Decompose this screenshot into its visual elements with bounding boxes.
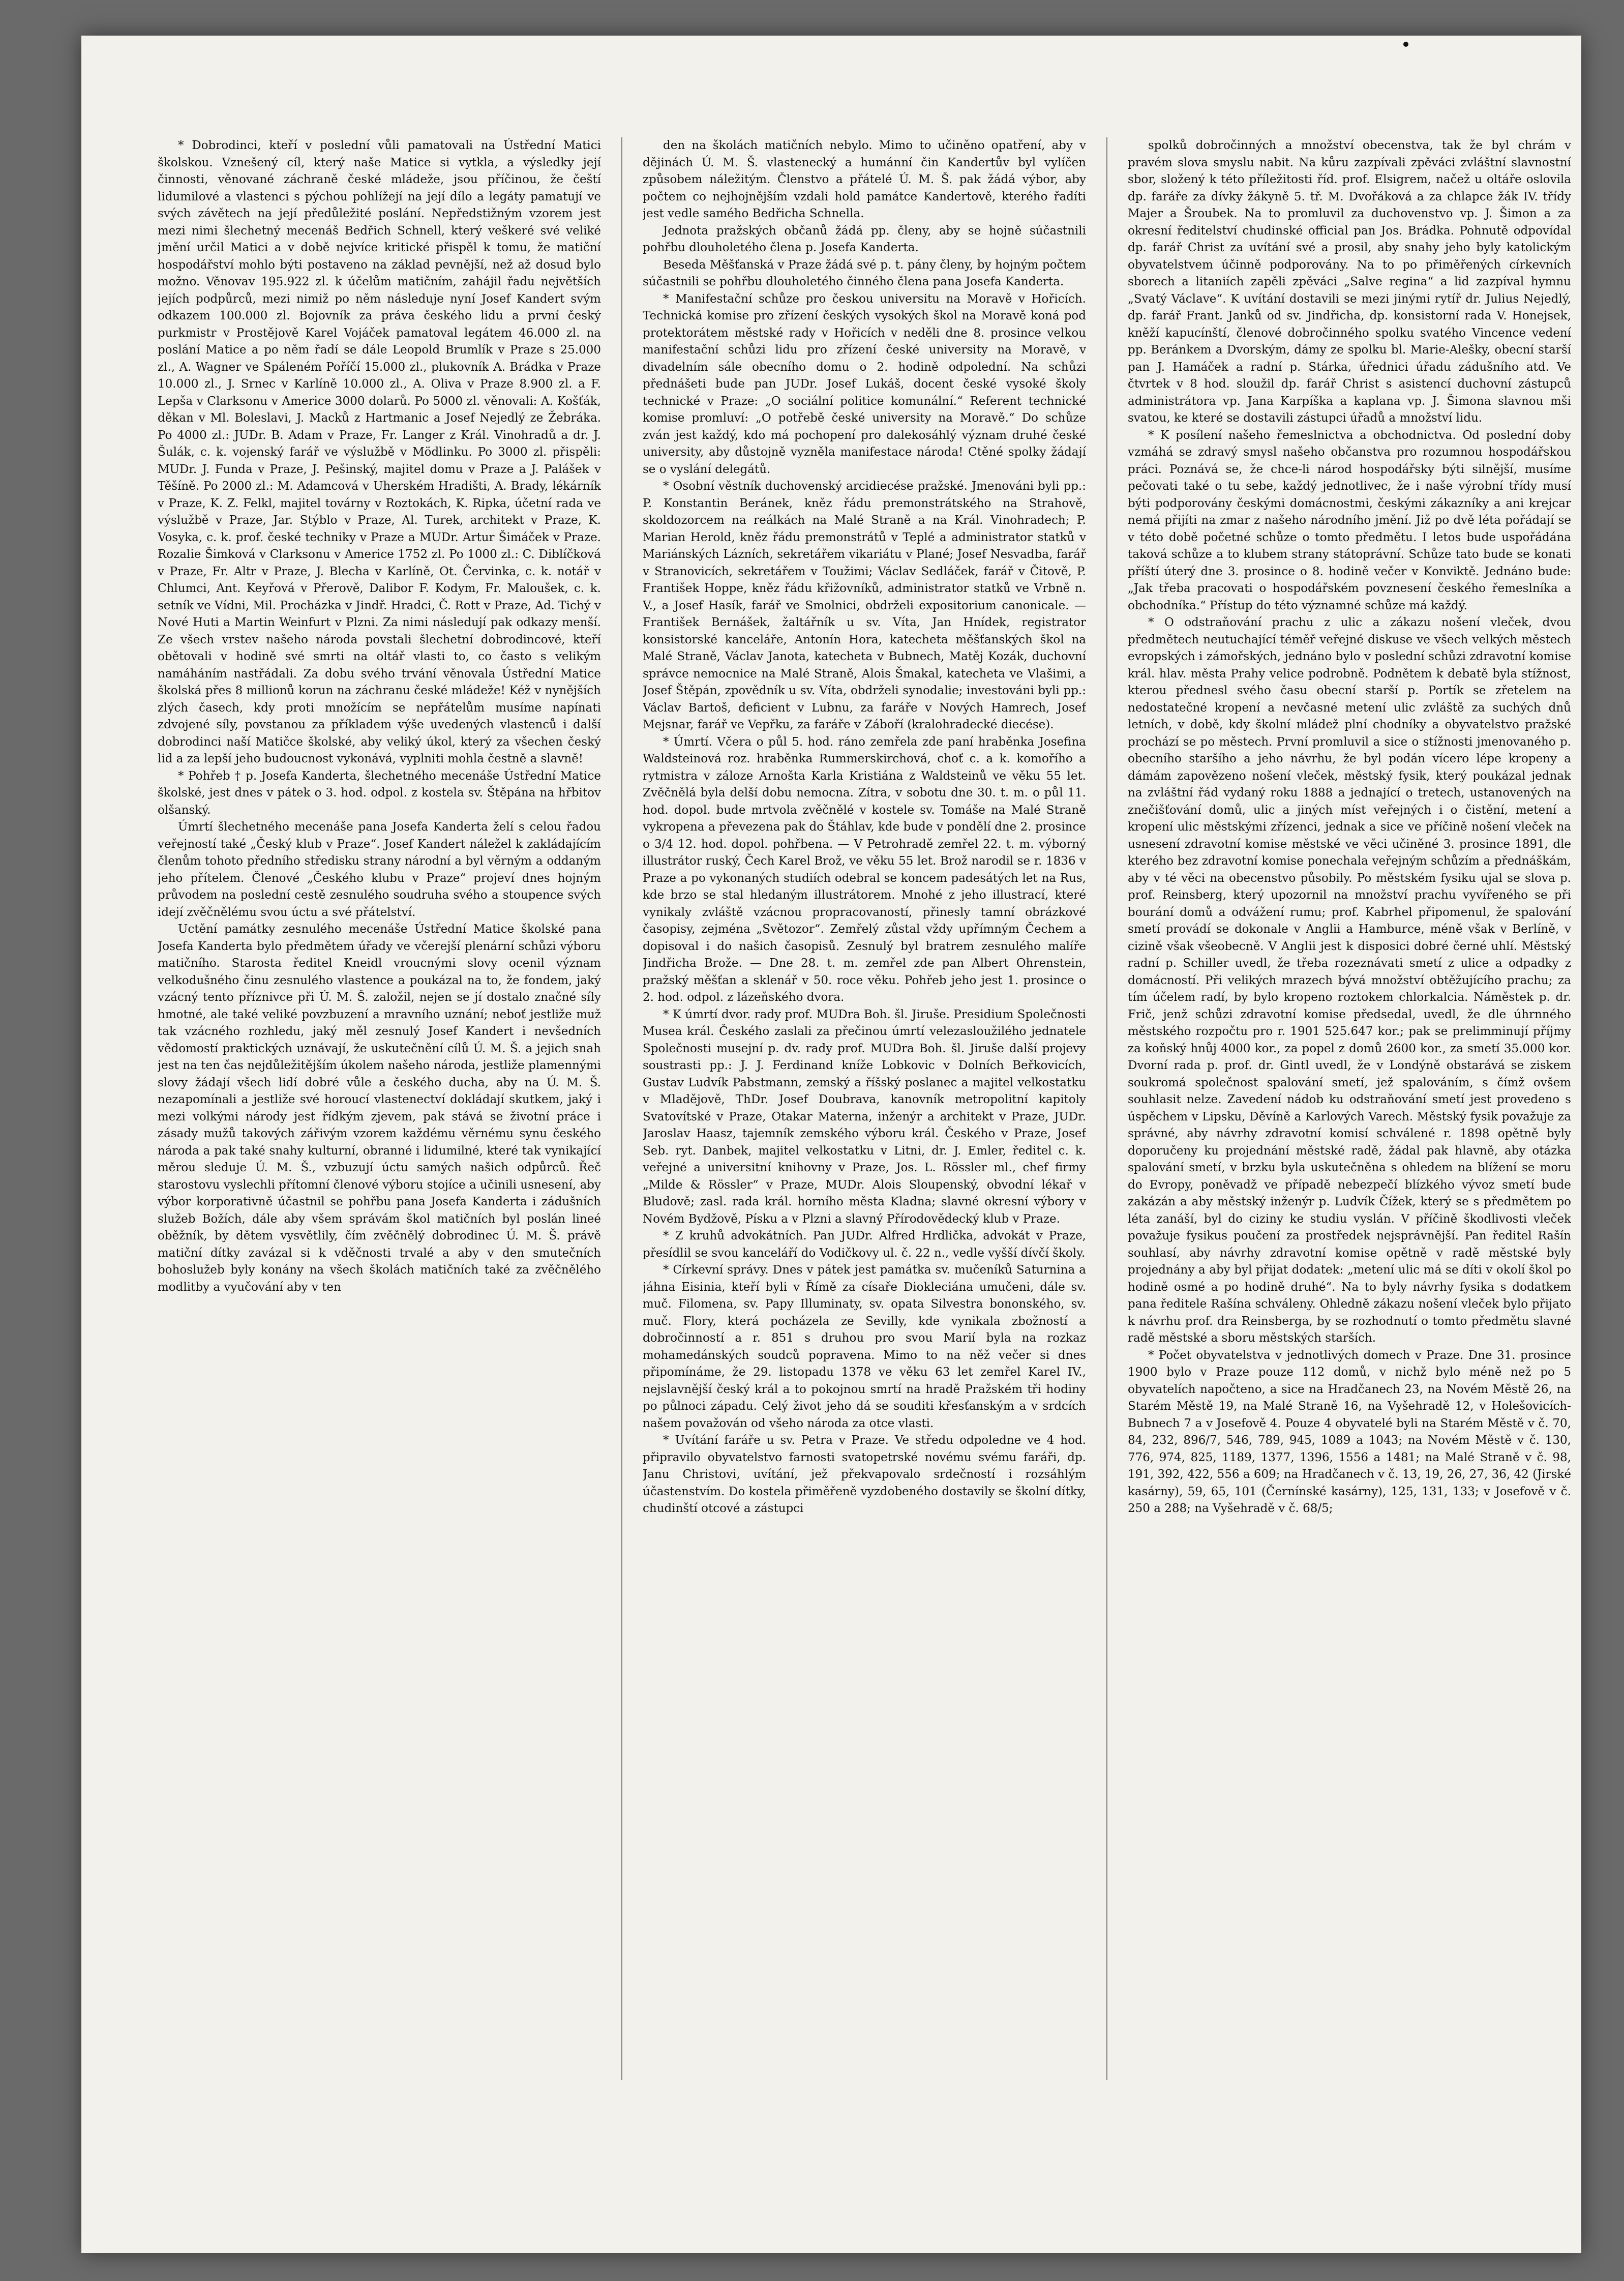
article-paragraph: * O odstraňování prachu z ulic a zákazu nošení vleček, dvou předmětech neutuchající téměř veřejné diskuse ve všech velkých městech evropských i zámořských, jednáno bylo v poslední schůzi zdravotní komise král. hlav. města Prahy velice podrobně. Podnětem k debatě byla stížnost, kterou přednesl svého času obecní starší p. Portík se zřetelem na nedostatečné kropení a nevčasné metení ulic zvláště za suchých dnů letních, v době, kdy školní mládež plní chodníky a obyvatelstvo pražské prochází se po městech. První promluvil a sice o stížnosti jmenovaného p. obecního staršího a jeho návrhu, že byl podán vícero lépe kropeny a dámám zapovězeno nošení vleček, městský fysik, který poukázal jednak na zvláštní řád vydaný roku 1888 a jednající o tretech, ustanovených na znečišťování domů, ulic a jiných míst veřejných i o čistění, metení a kropení ulic městskými zřízenci, jednak a sice ve příčině nošení vleček na usnesení zdravotní komise městské ve věci učiněné 3. prosince 1891, dle kterého bez zdravotní komise ponechala veřejným schůzím a přednáškám, aby v té věci na obecenstvo působily. Po městském fysiku ujal se slova p. prof. Reinsberg, který upozornil na množství prachu vyvířeného se při bourání domů a odvážení rumu; prof. Kabrhel připomenul, že spalování smetí provádí se dokonale v Anglii a Hamburce, méně však v Berlíně, v cizině však všeobecně. V Anglii jest k disposici dobré černé uhlí. Městský radní p. Schiller uvedl, že třeba rozeznávati smetí z ulice a odpadky z domácností. Při velikých mrazech bývá množství obtěžujícího prachu; za tím účelem radí, by bylo kropeno roztokem chlorkalcia. Náměstek p. dr. Frič, jenž schůzi zdravotní komise předsedal, uvedl, že dle úhrnného městského rozpočtu pro r. 1901 525.647 kor.; pak se prelimminují příjmy za koňský hnůj 4000 kor., za popel z domů 2600 kor., za smetí 35.000 kor. Dvorní rada p. prof. dr. Gintl uvedl, že v Londýně obstarává se ziskem soukromá společnost spalování smetí, jež spalováním, s čímž ovšem souhlasit nelze. Zavedení nádob ku odstraňování smetí jest provedeno s úspěchem v Lipsku, Děvíně a Karlových Varech. Městský fysik považuje za správné, aby návrhy zdravotní komisí schválené r. 1898 opětně byly doporučeny ku projednání městské radě, žádal pak hlavně, aby otázka spalování smetí, v brzku byla uskutečněna s ohledem na blížení se moru do Evropy, poněvadž ve případě nebezpečí blízkého vývoz smetí bude zakázán a aby městský inženýr p. Ludvík Čížek, který se s předmětem po léta zanáší, byl do ciziny ke studiu vyslán. V příčině škodlivosti vleček považuje fysikus poučení za prostředek nejsprávnější. Pan ředitel Rašín souhlasí, aby návrhy zdravotní komise opětně v radě městské byly projednány a aby byl přijat dodatek: „metení ulic má se díti v okolí škol po hodině osmé a po hodině druhé“. Na to byly návrhy fysika s dodatkem pana ředitele Rašína schváleny. Ohledně zákazu nošení vleček bylo přijato k návrhu prof. dra Reinsberga, by se rozhodnutí o tomto předmětu slavné radě městské a sboru městských starších. — [1128, 616, 1571, 1345]
article-paragraph: Úmrtí šlechetného mecenáše pana Josefa Kanderta želí s celou řadou veřejností také „Český klub v Praze“. Josef Kandert náležel k zakládajícím členům tohoto předního středisku strany národní a byl věrným a oddaným jeho přítelem. Členové „Českého klubu v Praze“ projeví dnes hojným průvodem na poslední cestě zesnulého soudruha svého a stoupence svých idejí zvěčnělému svou úctu a své přátelství. — [158, 820, 601, 919]
text-columns — [158, 137, 1571, 2080]
article-paragraph: * Dobrodinci, kteří v poslední vůli pamatovali na Ústřední Matici školskou. Vznešený cíl, který naše Matice si vytkla, a výsledky její činnosti, věnované záchraně české mládeže, jsou příčinou, že čeští lidumilové a vlastenci s pýchou pohlížejí na její dílo a legáty pamatují ve svých závětech na její předůležité poslání. Nepředstižným vzorem jest mezi nimi šlechetný mecenáš Bedřich Schnell, který veškeré své veliké jmění určil Matici a v době nejvíce kritické přispěl k tomu, že matiční hospodářství mohlo býti postaveno na základ pevnější, než až dosud bylo možno. Věnovav 195.922 zl. k účelům matičním, zahájil řadu největších jejích podpůrců, mezi nimiž po něm následuje nyní Josef Kandert svým odkazem 100.000 zl. Bojovník za práva českého lidu a první český purkmistr v Prostějově Karel Vojáček pamatoval legátem 46.000 zl. na poslání Matice a po něm řadí se dále Leopold Brumlík v Praze s 25.000 zl., A. Wagner ve Spáleném Poříčí 15.000 zl., plukovník A. Brádka v Praze 10.000 zl., J. Srnec v Karlíně 10.000 zl., A. Oliva v Praze 8.900 zl. a F. Lepša v Clarksonu v Americe 3000 dolarů. Po 5000 zl. věnovali: A. Košťák, děkan v Ml. Boleslavi, J. Macků z Hartmanic a Josef Nejedlý ze Žebráka. Po 4000 zl.: JUDr. B. Adam v Praze, Fr. Langer z Král. Vinohradů a dr. J. Šulák, c. k. vojenský farář ve výslužbě v Mödlinku. Po 3000 zl. přispěli: MUDr. J. Funda v Praze, J. Pešinský, majitel domu v Praze a J. Palášek v Těšíně. Po 2000 zl.: M. Adamcová v Uherském Hradišti, A. Brady, lékárník v Praze, K. Z. Felkl, majitel továrny v Roztokách, K. Ripka, účetní rada ve výslužbě v Praze, Jar. Stýblo v Praze, Al. Turek, architekt v Praze, K. Vosyka, c. k. prof. české techniky v Praze a MUDr. Artur Šimáček v Praze. Rozalie Šimková v Clarksonu v Americe 1752 zl. Po 1000 zl.: C. Diblíčková v Praze, Fr. Altr v Praze, J. Blecha v Karlíně, Ot. Červinka, c. k. notář v Chlumci, Ant. Keyřová v Přerově, Dalibor F. Kodym, Fr. Maloušek, c. k. setník ve Vídni, Mil. Procházka v Jindř. Hradci, Č. Rott v Praze, Ad. Tichý v Nové Huti a Martin Weinfurt v Plzni. Za nimi následují pak odkazy menší. Ze všech vrstev našeho národa povstali šlechetní dobrodincové, kteří obětovali v hodině své smrti na oltář vlasti to, co často s velikým namáháním nastřádali. Za dobu svého trvání věnovala Ústřední Matice školská přes 8 millionů korun na záchranu české mládeže! Kéž v nynějších zlých časech, kdy proti množícím se nepřátelům musíme napínati zdvojené síly, povstanou za příkladem výše uvedených vlastenců i další dobrodinci naší Matičce školské, aby veliký úkol, který za všechen český lid a za lepší jeho budoucnost vykonává, vyplniti mohla čestně a slavně! — [158, 139, 601, 765]
article-paragraph: Jednota pražských občanů žádá pp. členy, aby se hojně súčastnili pohřbu dlouholetého člena p. Josefa Kanderta. — [643, 224, 1086, 254]
article-paragraph: spolků dobročinných a množství obecenstva, tak že byl chrám v pravém slova smyslu nabit. Na kůru zazpívali zpěváci zvláštní slavnostní sbor, složený k této příležitosti říd. prof. Elsigrem, načež u oltáře oslovila dp. faráře za dívky žákyně 5. tř. M. Dvořáková a za chlapce žák IV. třídy Majer a Šroubek. Na to promluvil za duchovenstvo vp. J. Šimon a za okresní ředitelství chudinské official pan Jos. Brádka. Pohnutě odpovídal dp. farář Christ za uvítání své a prosil, aby snahy jeho byly katolickým obyvatelstvem účinně podporovány. Na to po přiměřených církevních sborech a litaniích zapěli zpěváci „Salve regina“ a lid zazpíval hymnu „Svatý Václave“. K uvítání dostavili se mezi jinými rytíř dr. Julius Nejedlý, dp. farář Frant. Janků od sv. Jindřicha, dp. konsistorní rada V. Honejsek, kněží kapucínští, členové dobročinného spolku svatého Vincence vedení pp. Beránkem a Dvorským, dámy ze spolku bl. Marie-Alešky, obecní starší pan J. Hamáček a radní p. Stárka, úřednici úřadu zádušního atd. Ve čtvrtek v 8 hod. sloužil dp. farář Christ s asistencí duchovní zástupců administrátora vp. Jana Karpíška a kaplana vp. J. Šimona slavnou mši svatou, ke které se dostavili zástupci úřadů a množství lidu. — [1128, 139, 1571, 425]
article-paragraph: * Manifestační schůze pro českou universitu na Moravě v Hořicích. Technická komise pro zřízení českých vysokých škol na Moravě koná pod protektorátem městské rady v Hořicích v neděli dne 8. prosince velkou manifestační schůzi lidu pro zřízení české university na Moravě, v divadelním sále obecního domu o 2. hodině odpolední. Na schůzi přednášeti bude pan JUDr. Josef Lukáš, docent české vysoké školy technické v Praze: „O sociální politice komunální.“ Referent technické komise promluví: „O potřebě české university na Moravě.“ Do schůze zván jest každý, kdo má pochopení pro dalekosáhlý význam druhé české university, aby důstojně vyzněla manifestace národa! Ctěné spolky žádají se o vyslání delegátů. — [643, 292, 1086, 476]
article-paragraph: * Počet obyvatelstva v jednotlivých domech v Praze. Dne 31. prosince 1900 bylo v Praze pouze 112 domů, v nichž bylo méně než po 5 obyvatelích napočteno, a sice na Hradčanech 23, na Novém Městě 26, na Starém Městě 19, na Malé Straně 16, na Vyšehradě 12, v Holešovicích-Bubnech 7 a v Josefově 4. Pouze 4 obyvatelé byli na Starém Městě v č. 70, 84, 232, 896/7, 546, 789, 945, 1089 a 1043; na Novém Městě v č. 130, 776, 974, 825, 1189, 1377, 1396, 1556 a 1481; na Malé Straně v č. 98, 191, 392, 422, 556 a 609; na Hradčanech v č. 13, 19, 26, 27, 36, 42 (Jirské kasárny), 59, 65, 101 (Černínské kasárny), 125, 131, 133; v Josefově v č. 250 a 288; na Vyšehradě v č. 68/5; — [1128, 1348, 1571, 1515]
article-paragraph: * Osobní věstník duchovenský arcidiecése pražské. Jmenováni byli pp.: P. Konstantin Beránek, kněz řádu premonstrátského na Strahově, skoldozorcem na reálkách na Malé Straně a na Král. Vinohradech; P. Marian Herold, kněz řádu premonstrátů v Teplé a administrator statků v Mariánských Lázních, sekretářem vikariátu v Plané; Josef Nesvadba, farář v Stranovicích, sekretářem v Toužimi; Václav Sedláček, farář v Čitově, P. František Hoppe, kněz řádu křižovníků, administrator statků ve Vrbně n. V., a Josef Hasík, farář ve Smolnici, obdrželi expositorium canonicale. — František Bernášek, žaltářník u sv. Víta, Jan Hnídek, registrator konsistorské kanceláře, Antonín Hora, katecheta měšťanských škol na Malé Straně, Václav Janota, katecheta v Bubnech, Matěj Kozák, duchovní správce nemocnice na Malé Straně, Alois Šmakal, katecheta ve Vlašimi, a Josef Štěpán, zpovědník u sv. Víta, obdrželi synodalie; investováni byli pp.: Václav Bartoš, deficient v Lubnu, za faráře v Nových Hamrech, Josef Mejsnar, farář ve Vepřku, za faráře v Záboří (kralohradecké diecése). — [643, 480, 1086, 731]
column-rule — [1106, 137, 1107, 2080]
article-paragraph: Beseda Měšťanská v Praze žádá své p. t. pány členy, by hojným počtem súčastnili se pohřbu dlouholetého činného člena pana Josefa Kanderta. — [643, 258, 1086, 288]
column-rule — [621, 137, 622, 2080]
print-speck — [1403, 42, 1408, 47]
article-paragraph: den na školách matičních nebylo. Mimo to učiněno opatření, aby v dějinách Ú. M. Š. vlastenecký a humánní čin Kandertův byl vylíčen způsobem náležitým. Členstvo a přátelé Ú. M. Š. pak žádá výbor, aby počtem co nejhojnějším vzdali hold památce Kandertově, kterého řadíti jest vedle samého Bedřicha Schnella. — [643, 139, 1086, 220]
article-paragraph: * K úmrtí dvor. rady prof. MUDra Boh. šl. Jiruše. Presidium Společnosti Musea král. Českého zaslali za přečinou úmrtí velezasloužilého jednatele Společnosti musejní p. dv. rady prof. MUDra Boh. šl. Jiruše další projevy soustrasti pp.: J. J. Ferdinand kníže Lobkovic v Dolních Beřkovicích, Gustav Ludvík Pabstmann, zemský a říšský poslanec a majitel velkostatku v Mladějově, ThDr. Josef Doubrava, kanovník metropolitní kapitoly Svatovítské v Praze, Otakar Materna, inženýr a architekt v Praze, JUDr. Jaroslav Haasz, tajemník zemského výboru král. Českého v Praze, Josef Seb. ryt. Danbek, majitel velkostatku v Litni, dr. J. Emler, ředitel c. k. veřejné a universitní knihovny v Praze, Jos. L. Rössler ml., chef firmy „Milde & Rössler“ v Praze, MUDr. Alois Sloupenský, obvodní lékař v Bludově; zasl. rada král. horního města Kladna; slavné okresní výbory v Novém Bydžově, Písku a v Plzni a slavný Přírodovědecký klub v Praze. — [643, 1008, 1086, 1226]
column-3 — [1128, 137, 1571, 2080]
article-paragraph: * K posílení našeho řemeslnictva a obchodnictva. Od poslední doby vzmáhá se zdravý smysl našeho občanstva pro rozumnou hospodářskou práci. Poznává se, že chce-li národ hospodářsky býti silnější, musíme pečovati také o tu sebe, každý jednotlivec, že i naše výrobní třídy musí býti podporovány českými domácnostmi, českými zákazníky a ani krejcar nemá přijíti na zmar z našeho národního jmění. Již po dvě léta pořádají se v této době početné schůze o tomto předmětu. I letos bude uspořádána taková schůze a to klubem strany státoprávní. Schůze tato bude se konati příští úterý dne 3. prosince o 8. hodině večer v Konviktě. Jednáno bude: „Jak třeba pracovati o hospodářském povznesení českého řemeslníka a obchodníka.“ Přístup do této významné schůze má každý. — [1128, 428, 1571, 612]
newspaper-page — [81, 36, 1581, 2253]
column-2 — [643, 137, 1086, 2080]
article-paragraph: * Z kruhů advokátních. Pan JUDr. Alfred Hrdlička, advokát v Praze, přesídlil se svou kanceláří do Vodičkovy ul. č. 22 n., vedle vyšší dívčí školy. — [643, 1229, 1086, 1260]
column-1 — [158, 137, 601, 2080]
article-paragraph: * Církevní správy. Dnes v pátek jest památka sv. mučeníků Saturnina a jáhna Eisinia, kteří byli v Římě za císaře Diokleciána umučeni, dále sv. muč. Filomena, sv. Papy Illuminaty, sv. opata Silvestra bononského, sv. muč. Flory, která pocházela ze Sevilly, kde vynikala zbožností a dobročinností a r. 851 s druhou pro svou Marií byla na rozkaz mohamedánských soudců popravena. Mimo to na něž večer si dnes připomínáme, že 29. listopadu 1378 ve věku 63 let zemřel Karel IV., nejslavnější český král a to pokojnou smrtí na hradě Pražském tři hodiny po půlnoci západu. Celý život jeho dá se souditi křesťanským a v srdcích našem považován od všeho národa za otce vlasti. — [643, 1263, 1086, 1430]
article-paragraph: * Pohřeb † p. Josefa Kanderta, šlechetného mecenáše Ústřední Matice školské, jest dnes v pátek o 3. hod. odpol. z kostela sv. Štěpána na hřbitov olšanský. — [158, 769, 601, 817]
article-paragraph: Uctění památky zesnulého mecenáše Ústřední Matice školské pana Josefa Kanderta bylo předmětem úřady ve včerejší plenární schůzi výboru matičního. Starosta ředitel Kneidl vroucnými slovy ocenil význam velkodušného činu zesnulého vlastence a poukázal na to, že fondem, jaký vzácný tento příznivce při Ú. M. Š. založil, nejen se jí dostalo značné síly hmotné, ale také veliké povzbuzení a mravního uznání; neboť jestliže muž tak vzácného rozhledu, jaký měl zesnulý Josef Kandert i nevšedních vědomostí praktických uznávají, že uskutečnění cílů Ú. M. Š. a jejich snah jest na ten čas nejdůležitějším úkolem našeho národa, jestliže plamennými slovy žádají všech lidí dobré vůle a českého ducha, aby na Ú. M. Š. nezapomínali a jestliže své horoucí vlastenectví dokládají skutkem, jaký i mezi volkými národy jest řídkým zjevem, pak stává se životní práce i zásady mužů takových zářivým vzorem každému věrnému synu českého národa a pak také snahy kulturní, obranné i lidumilné, které tak vynikající měrou sleduje Ú. M. Š., vzbuzují úctu samých našich odpůrců. Řeč starostovu vyslechli přítomní členové výboru stojíce a učinili usnesení, aby výbor korporativně účastnil se pohřbu pana Josefa Kanderta i zádušních služeb Božích, dále aby všem správám škol matičních byl poslán lineé oběžník, by dětem vysvětlily, čím zvěčnělý dobrodinec Ú. M. Š. právě matiční dítky zavázal si k vděčnosti trvalé a aby v den smutečních bohoslužeb byly konány na všech školách matičních také za zvěčnělého modlitby a vyučování aby v ten — [158, 923, 601, 1294]
article-paragraph: * Uvítání faráře u sv. Petra v Praze. Ve středu odpoledne ve 4 hod. připravilo obyvatelstvo farnosti svatopetrské novému svému faráři, dp. Janu Christovi, uvítání, jež překvapovalo srdečností i rozsáhlým účastenstvím. Do kostela přiměřeně vyzdobeného dostavily se školní dítky, chudinští otcové a zástupci — [643, 1434, 1086, 1515]
article-paragraph: * Úmrtí. Včera o půl 5. hod. ráno zemřela zde paní hraběnka Josefina Waldsteinová roz. hraběnka Rummerskirchová, choť c. a k. komořího a rytmistra v záloze Arnošta Karla Kristiána z Waldsteinů ve věku 55 let. Zvěčnělá byla delší dobu nemocna. Zítra, v sobotu dne 30. t. m. o půl 11. hod. dopol. bude mrtvola zvěčnělé v kostele sv. Tomáše na Malé Straně vykropena a převezena pak do Štáhlav, kde bude v pondělí dne 2. prosince o 3/4 12. hod. dopol. pohřbena. — V Petrohradě zemřel 22. t. m. výborný illustrátor ruský, Čech Karel Brož, ve věku 55 let. Brož narodil se r. 1836 v Praze a po vykonaných studiích odebral se koncem padesátých let na Rus, kde brzo se stal hledaným illustrátorem. Mnohé z jeho illustrací, které vynikaly zvláště vzácnou propracovaností, přinesly tamní obrázkové časopisy, zejména „Světozor“. Zemřelý zůstal vždy upřímným Čechem a dopisoval i do našich časopisů. Zesnulý byl bratrem zesnulého malíře Jindřicha Brože. — Dne 28. t. m. zemřel zde pan Albert Ohrenstein, pražský měšťan a sklenář v 50. roce věku. Pohřeb jeho jest 1. prosince o 2. hod. odpol. z lázeňského dvora. — [643, 735, 1086, 1004]
